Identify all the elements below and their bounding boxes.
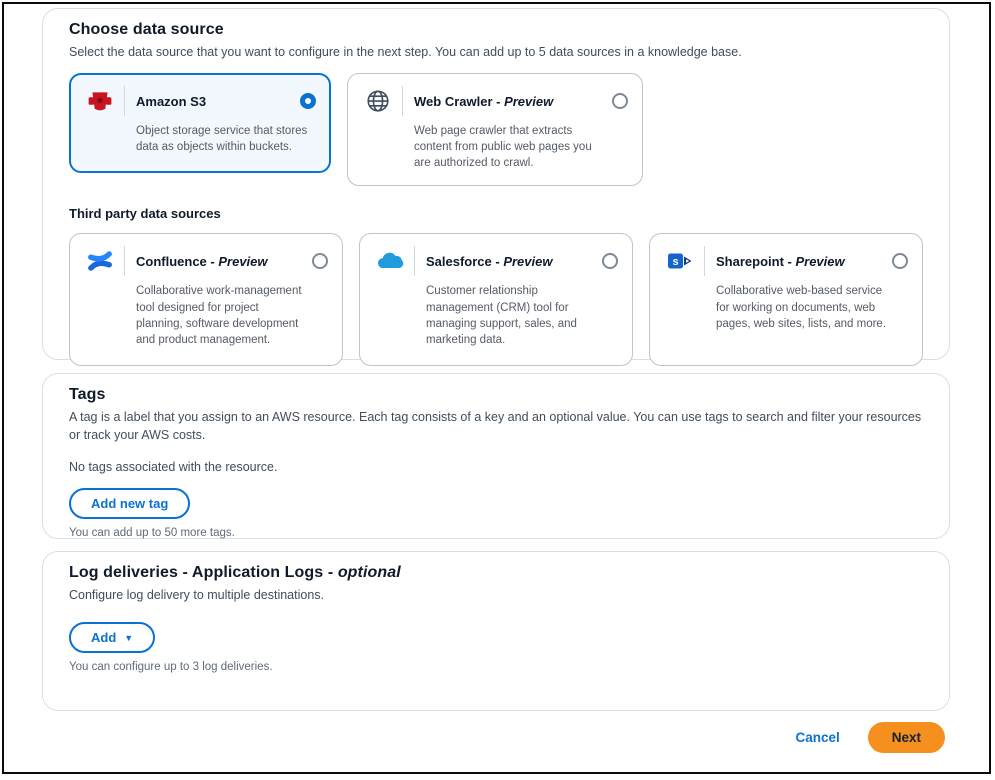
card-title: Salesforce - Preview: [426, 253, 553, 269]
data-source-card-sharepoint[interactable]: [649, 233, 923, 366]
s3-bucket-icon: [84, 88, 116, 114]
divider: [414, 246, 415, 276]
card-title: Amazon S3: [136, 93, 207, 109]
footer-actions: [795, 722, 945, 753]
confluence-logo-icon: [84, 248, 116, 274]
log-deliveries-note: You can configure up to 3 log deliveries.: [69, 661, 273, 674]
card-description: Web page crawler that extracts content from public web pages you are authorized to crawl.: [414, 125, 592, 170]
log-deliveries-panel: [42, 551, 950, 711]
primary-data-source-row: [69, 73, 923, 186]
divider: [124, 86, 125, 116]
salesforce-cloud-icon: [374, 250, 406, 272]
card-title: Web Crawler - Preview: [414, 93, 554, 109]
data-source-card-amazon-s3[interactable]: [69, 73, 331, 173]
tags-panel: [42, 373, 950, 539]
data-source-card-web-crawler[interactable]: [347, 73, 643, 186]
divider: [402, 86, 403, 116]
next-button[interactable]: Next: [868, 722, 945, 753]
page-frame: [2, 2, 991, 774]
card-description: Customer relationship management (CRM) tool for managing support, sales, and marketing data.: [426, 285, 577, 346]
card-header: [362, 86, 628, 116]
radio-amazon-s3[interactable]: [300, 93, 316, 109]
cancel-button[interactable]: Cancel: [795, 730, 840, 745]
radio-salesforce[interactable]: [602, 253, 618, 269]
third-party-label: Third party data sources: [69, 206, 221, 222]
card-header: [374, 246, 618, 276]
caret-down-icon: ▼: [124, 632, 134, 643]
divider: [704, 246, 705, 276]
radio-confluence[interactable]: [312, 253, 328, 269]
card-header: [664, 246, 908, 276]
choose-data-source-description: Select the data source that you want to configure in the next step. You can add up to 5 data sources in a knowledge base.: [69, 45, 742, 59]
third-party-data-source-row: [69, 233, 923, 366]
card-title: Confluence - Preview: [136, 253, 268, 269]
card-description: Collaborative work-management tool designed for project planning, software development and product management.: [136, 285, 302, 346]
radio-sharepoint[interactable]: [892, 253, 908, 269]
sharepoint-logo-icon: [664, 249, 696, 273]
choose-data-source-title: Choose data source: [69, 21, 224, 38]
choose-data-source-panel: [42, 8, 950, 360]
card-description: Object storage service that stores data as objects within buckets.: [136, 125, 308, 154]
card-title: Sharepoint - Preview: [716, 253, 845, 269]
card-description: Collaborative web-based service for working on documents, web pages, web sites, lists, and more.: [716, 285, 887, 330]
card-header: [84, 86, 316, 116]
tags-title: Tags: [69, 386, 106, 403]
tags-empty-text: No tags associated with the resource.: [69, 460, 278, 475]
card-header: [84, 246, 328, 276]
add-new-tag-button[interactable]: Add new tag: [69, 488, 190, 519]
data-source-card-confluence[interactable]: [69, 233, 343, 366]
log-deliveries-description: Configure log delivery to multiple destinations.: [69, 588, 324, 602]
globe-icon: [362, 88, 394, 114]
svg-text:s: s: [672, 256, 679, 269]
tags-description: A tag is a label that you assign to an AWS resource. Each tag consists of a key and an optional value. You can use tags to search and filter your resources or track your AWS costs.: [69, 410, 922, 443]
add-log-delivery-button[interactable]: Add ▼: [69, 622, 155, 653]
data-source-card-salesforce[interactable]: [359, 233, 633, 366]
divider: [124, 246, 125, 276]
tags-note: You can add up to 50 more tags.: [69, 527, 235, 540]
log-deliveries-title: Log deliveries - Application Logs - optional: [69, 564, 401, 581]
radio-web-crawler[interactable]: [612, 93, 628, 109]
